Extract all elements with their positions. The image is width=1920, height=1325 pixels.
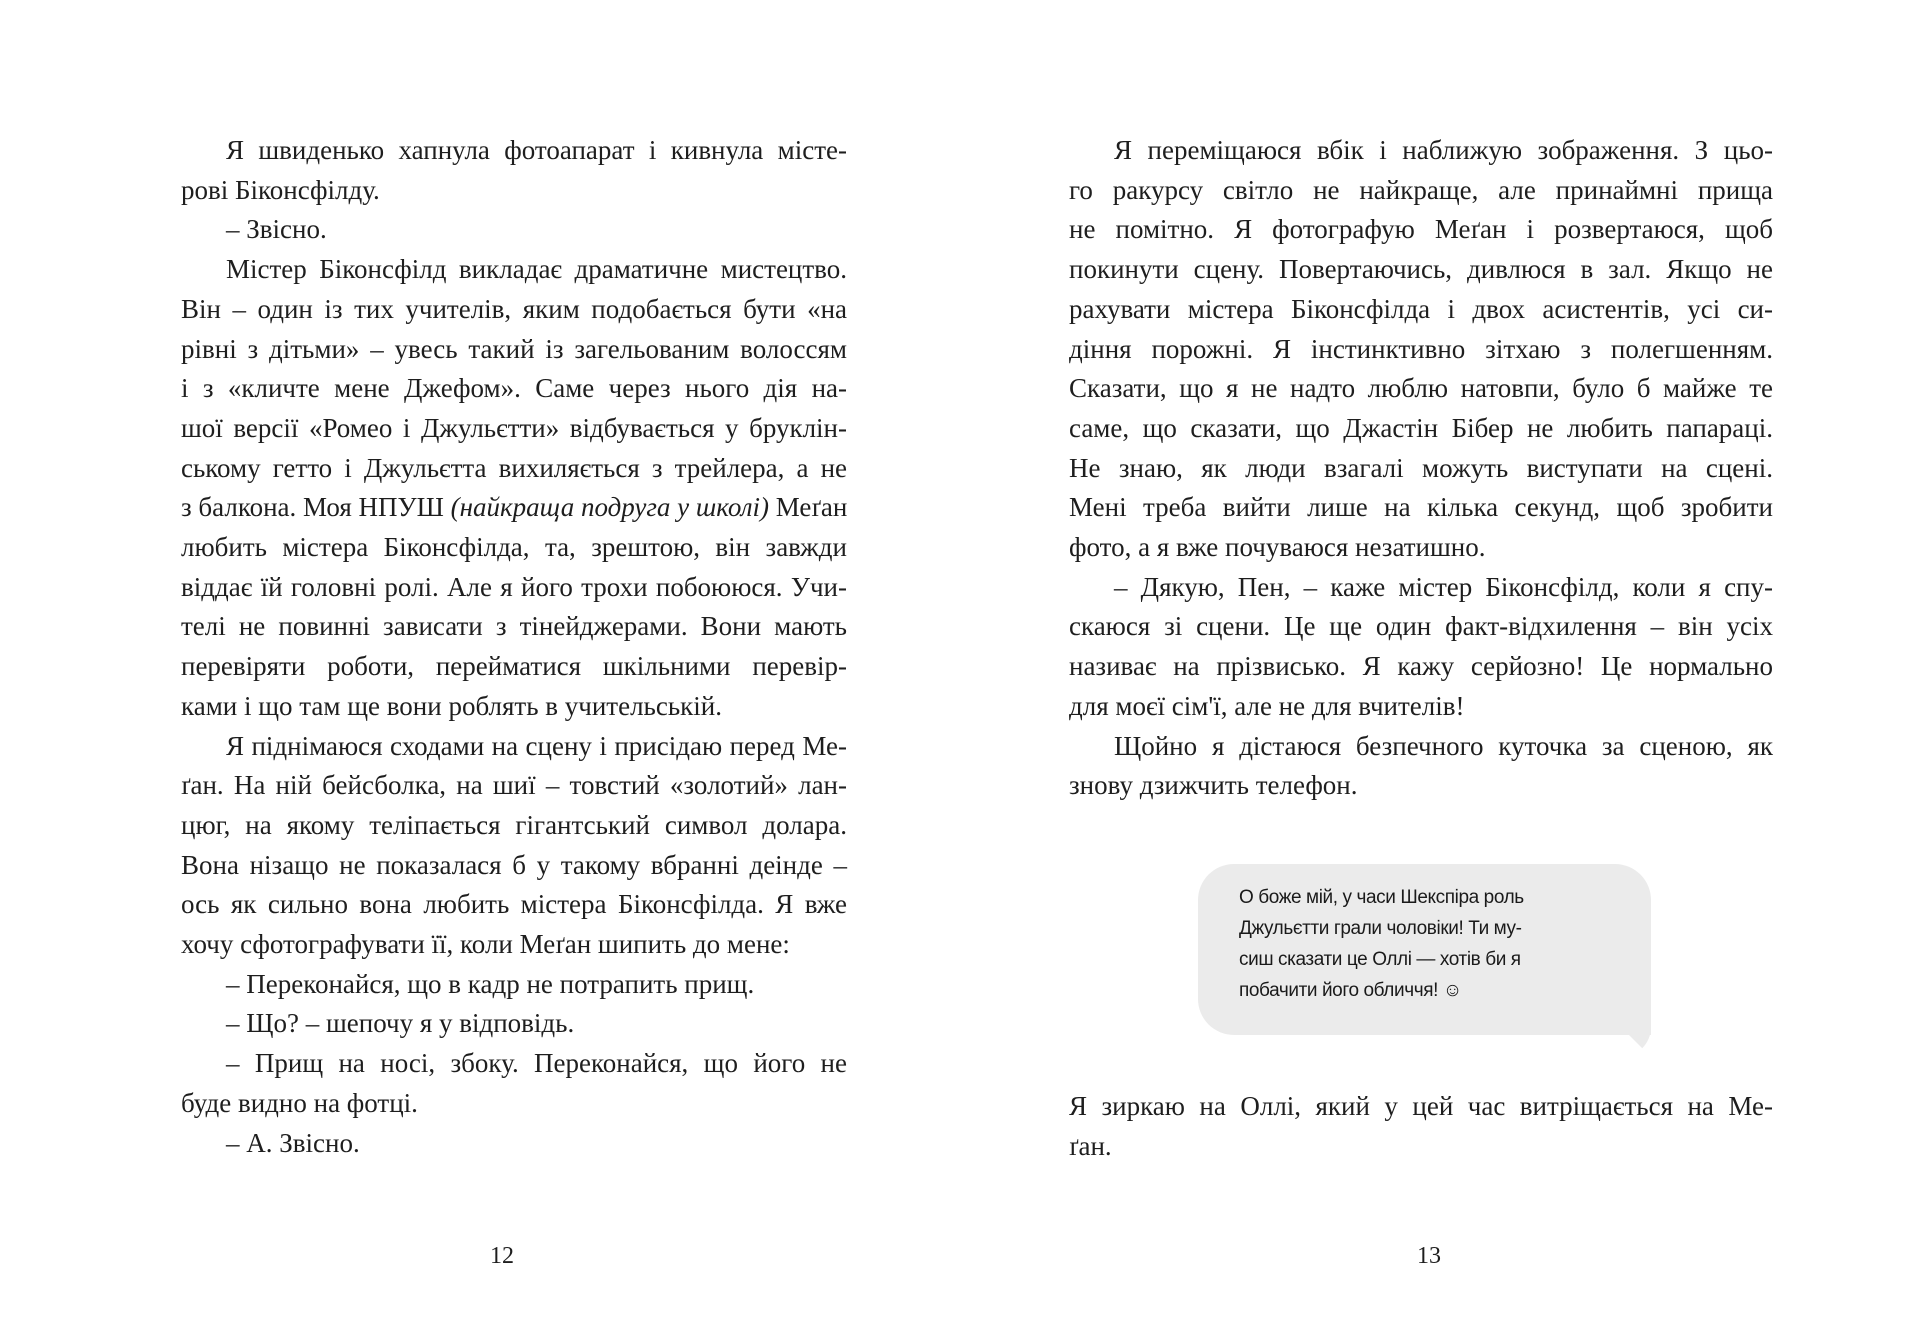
message-line: сиш сказати це Оллі — хотів би я bbox=[1239, 949, 1521, 970]
text-line: Він – один із тих учителів, яким подобається бути «на bbox=[181, 293, 847, 324]
text-line: називає на прізвисько. Я кажу серйозно! Це нормально bbox=[1069, 651, 1773, 682]
page-number-right: 13 bbox=[1417, 1243, 1441, 1269]
text-line: любить містера Біконсфілда, та, зрештою, він завжди bbox=[181, 532, 847, 563]
text-line: Я швиденько хапнула фотоапарат і кивнула місте- bbox=[226, 135, 847, 165]
text-line: Я переміщаюся вбік і наближую зображення. З цьо- bbox=[1114, 135, 1773, 165]
text-line: Містер Біконсфілд викладає драматичне мистецтво. bbox=[226, 254, 847, 285]
page-number-left: 12 bbox=[490, 1243, 514, 1269]
text-line: ґан. На ній бейсболка, на шиї – товстий «золотий» лан- bbox=[181, 770, 847, 801]
text-message-bubble bbox=[1198, 864, 1651, 1035]
message-text bbox=[1239, 882, 1524, 1006]
text-line: рівні з дітьми» – увесь такий із загельованим волоссям bbox=[181, 333, 847, 364]
left-page-text bbox=[181, 131, 847, 1163]
text-line: – Переконайся, що в кадр не потрапить прищ. bbox=[226, 968, 755, 999]
text-line: фото, а я вже почуваюся незатишно. bbox=[1069, 532, 1486, 563]
text-line: не помітно. Я фотографую Меґан і розвертаюся, щоб bbox=[1069, 214, 1773, 245]
text-line: рахувати містера Біконсфілда і двох асистентів, усі си- bbox=[1069, 293, 1773, 324]
text-line: шої версії «Ромео і Джульєтти» відбувається у бруклін- bbox=[181, 412, 847, 443]
text-line: Щойно я дістаюся безпечного куточка за сценою, як bbox=[1114, 730, 1773, 761]
text-line: буде видно на фотці. bbox=[181, 1087, 418, 1118]
text-line: – Прищ на носі, збоку. Переконайся, що його не bbox=[226, 1048, 847, 1079]
text-line: хочу сфотографувати її, коли Меґан шипить до мене: bbox=[181, 929, 790, 960]
text-line: Не знаю, як люди взагалі можуть виступати на сцені. bbox=[1069, 452, 1773, 483]
text-line: знову дзижчить телефон. bbox=[1069, 770, 1358, 801]
message-line: О боже мій, у часи Шекспіра роль bbox=[1239, 887, 1524, 908]
text-line: ось як сильно вона любить містера Біконсфілда. Я вже bbox=[181, 889, 847, 920]
text-line: віддає їй головні ролі. Але я його трохи побоююся. Учи- bbox=[181, 571, 847, 602]
text-line: для моєї сім'ї, але не для вчителів! bbox=[1069, 690, 1465, 721]
text-line: – Дякую, Пен, – каже містер Біконсфілд, коли я спу- bbox=[1114, 571, 1773, 602]
text-line: Я піднімаюся сходами на сцену і присідаю перед Ме- bbox=[226, 730, 847, 761]
text-line: цюг, на якому теліпається гігантський символ долара. bbox=[181, 809, 847, 840]
text-segment: Меґан bbox=[768, 492, 848, 523]
text-line: Вона нізащо не показалася б у такому вбранні деінде – bbox=[181, 849, 847, 880]
text-line: ками і що там ще вони роблять в учительській. bbox=[181, 690, 722, 721]
text-line: діння порожні. Я інстинктивно зітхаю з полегшенням. bbox=[1069, 333, 1773, 364]
text-line: саме, що сказати, що Джастін Бібер не любить папараці. bbox=[1069, 412, 1773, 443]
italic-abbreviation-expansion: (найкраща подруга у школі) bbox=[450, 492, 769, 523]
right-page-text-after-message bbox=[1069, 1087, 1773, 1166]
message-line: побачити його обличчя! ☺ bbox=[1239, 980, 1462, 1001]
text-line: го ракурсу світло не найкраще, але принаймні прища bbox=[1069, 174, 1773, 205]
text-line: і з «кличте мене Джефом». Саме через нього дія на- bbox=[181, 373, 847, 404]
message-line: Джульєтти грали чоловіки! Ти му- bbox=[1239, 918, 1522, 939]
text-line: перевіряти роботи, перейматися шкільними перевір- bbox=[181, 651, 847, 682]
text-line bbox=[181, 488, 847, 528]
text-line: рові Біконсфілду. bbox=[181, 174, 380, 205]
text-line: Сказати, що я не надто люблю натовпи, було б майже те bbox=[1069, 373, 1773, 404]
text-line: Мені треба вийти лише на кілька секунд, щоб зробити bbox=[1069, 492, 1773, 523]
right-page-text bbox=[1069, 131, 1773, 806]
text-line: – А. Звісно. bbox=[226, 1127, 360, 1158]
text-line: ґан. bbox=[1069, 1130, 1112, 1161]
text-segment: з балкона. Моя НПУШ bbox=[181, 492, 451, 523]
text-line: скаюся зі сцени. Це ще один факт-відхилення – він усіх bbox=[1069, 611, 1773, 642]
text-line: – Що? – шепочу я у відповідь. bbox=[226, 1008, 575, 1039]
text-line: – Звісно. bbox=[226, 214, 327, 245]
text-line: Я зиркаю на Оллі, який у цей час витріщається на Ме- bbox=[1069, 1091, 1773, 1121]
text-line: ському гетто і Джульєтта вихиляється з трейлера, а не bbox=[181, 452, 847, 483]
text-line: телі не повинні зависати з тінейджерами. Вони мають bbox=[181, 611, 847, 642]
text-line: покинути сцену. Повертаючись, дивлюся в зал. Якщо не bbox=[1069, 254, 1773, 285]
